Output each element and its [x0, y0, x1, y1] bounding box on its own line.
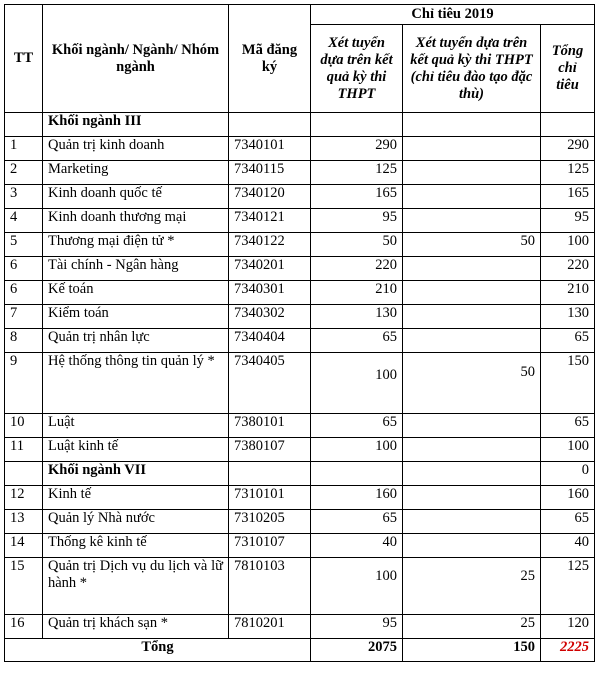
row-tt: 6: [5, 257, 43, 281]
row-code: 7340302: [229, 305, 311, 329]
row-thpt: 220: [311, 257, 403, 281]
row-special: [403, 534, 541, 558]
table-row: [5, 486, 595, 510]
row-tt: 5: [5, 233, 43, 257]
total-label: Tổng: [5, 639, 311, 662]
row-code: 7810201: [229, 615, 311, 639]
group-name: Khối ngành VII: [43, 462, 229, 486]
row-thpt: 100: [311, 558, 403, 615]
row-total: 125: [541, 558, 595, 615]
row-name: Kinh doanh thương mại: [43, 209, 229, 233]
row-total: 125: [541, 161, 595, 185]
row-special: [403, 281, 541, 305]
row-name: Kiểm toán: [43, 305, 229, 329]
row-tt: 9: [5, 353, 43, 414]
row-thpt: 95: [311, 615, 403, 639]
table-row: [5, 185, 595, 209]
row-special: [403, 329, 541, 353]
row-thpt: 50: [311, 233, 403, 257]
row-name: Quản trị Dịch vụ du lịch và lữ hành *: [43, 558, 229, 615]
row-special: 25: [403, 615, 541, 639]
table-row: [5, 305, 595, 329]
row-code: 7340121: [229, 209, 311, 233]
group-row: [5, 462, 595, 486]
table-row: [5, 615, 595, 639]
row-total: 130: [541, 305, 595, 329]
row-code: 7340115: [229, 161, 311, 185]
row-code: 7340405: [229, 353, 311, 414]
row-thpt: 165: [311, 185, 403, 209]
row-tt: 13: [5, 510, 43, 534]
row-special: 50: [403, 233, 541, 257]
row-name: Marketing: [43, 161, 229, 185]
row-tt: 16: [5, 615, 43, 639]
header-thpt-special: Xét tuyển dựa trên kết quả kỳ thi THPT (chỉ tiêu đào tạo đặc thù): [403, 25, 541, 113]
row-name: Hệ thống thông tin quản lý *: [43, 353, 229, 414]
row-special: [403, 161, 541, 185]
row-code: 7340404: [229, 329, 311, 353]
row-total: 150: [541, 353, 595, 414]
group-row: [5, 113, 595, 137]
row-total: 220: [541, 257, 595, 281]
row-code: 7310101: [229, 486, 311, 510]
row-total: 160: [541, 486, 595, 510]
row-tt: 7: [5, 305, 43, 329]
row-name: Thương mại điện tử *: [43, 233, 229, 257]
row-name: Tài chính - Ngân hàng: [43, 257, 229, 281]
row-total: 210: [541, 281, 595, 305]
row-tt: 2: [5, 161, 43, 185]
row-total: 95: [541, 209, 595, 233]
row-thpt: 290: [311, 137, 403, 161]
row-code: 7310205: [229, 510, 311, 534]
table-row: [5, 257, 595, 281]
row-tt: 6: [5, 281, 43, 305]
row-special: [403, 510, 541, 534]
row-thpt: 65: [311, 414, 403, 438]
row-special: [403, 185, 541, 209]
table-row: [5, 353, 595, 414]
row-thpt: 100: [311, 353, 403, 414]
row-tt: 10: [5, 414, 43, 438]
row-special: [403, 438, 541, 462]
row-special: 25: [403, 558, 541, 615]
row-name: Kinh tế: [43, 486, 229, 510]
header-tt: TT: [5, 5, 43, 113]
row-total: 65: [541, 329, 595, 353]
group-name: Khối ngành III: [43, 113, 229, 137]
header-code: Mã đăng ký: [229, 5, 311, 113]
total-special: 150: [403, 639, 541, 662]
row-thpt: 40: [311, 534, 403, 558]
row-code: 7340120: [229, 185, 311, 209]
row-name: Thống kê kinh tế: [43, 534, 229, 558]
header-quota-group: Chỉ tiêu 2019: [311, 5, 595, 25]
header-major: Khối ngành/ Ngành/ Nhóm ngành: [43, 5, 229, 113]
table-row: [5, 209, 595, 233]
row-code: 7310107: [229, 534, 311, 558]
row-special: [403, 486, 541, 510]
table-row: [5, 329, 595, 353]
row-code: 7340122: [229, 233, 311, 257]
row-total: 120: [541, 615, 595, 639]
row-total: 100: [541, 233, 595, 257]
row-code: 7810103: [229, 558, 311, 615]
row-thpt: 65: [311, 510, 403, 534]
row-name: Quản trị khách sạn *: [43, 615, 229, 639]
quota-table: [4, 4, 595, 662]
table-row: [5, 161, 595, 185]
group-total: 0: [541, 462, 595, 486]
table-row: [5, 281, 595, 305]
row-special: [403, 209, 541, 233]
total-row: [5, 639, 595, 662]
header-thpt: Xét tuyển dựa trên kết quả kỳ thi THPT: [311, 25, 403, 113]
row-thpt: 160: [311, 486, 403, 510]
row-name: Kế toán: [43, 281, 229, 305]
row-thpt: 95: [311, 209, 403, 233]
row-name: Quản trị kinh doanh: [43, 137, 229, 161]
table-row: [5, 558, 595, 615]
row-thpt: 210: [311, 281, 403, 305]
row-special: 50: [403, 353, 541, 414]
grand-total: 2225: [541, 639, 595, 662]
row-tt: 14: [5, 534, 43, 558]
row-code: 7380107: [229, 438, 311, 462]
row-tt: 4: [5, 209, 43, 233]
table-row: [5, 414, 595, 438]
row-name: Quản trị nhân lực: [43, 329, 229, 353]
table-row: [5, 137, 595, 161]
row-thpt: 100: [311, 438, 403, 462]
row-tt: 3: [5, 185, 43, 209]
row-tt: 15: [5, 558, 43, 615]
row-thpt: 130: [311, 305, 403, 329]
row-code: 7340201: [229, 257, 311, 281]
row-total: 100: [541, 438, 595, 462]
row-special: [403, 414, 541, 438]
row-tt: 11: [5, 438, 43, 462]
table-row: [5, 534, 595, 558]
table-row: [5, 438, 595, 462]
table-row: [5, 510, 595, 534]
row-total: 165: [541, 185, 595, 209]
header-total: Tổng chỉ tiêu: [541, 25, 595, 113]
row-special: [403, 257, 541, 281]
row-code: 7340101: [229, 137, 311, 161]
row-thpt: 125: [311, 161, 403, 185]
row-total: 40: [541, 534, 595, 558]
row-name: Kinh doanh quốc tế: [43, 185, 229, 209]
row-tt: 1: [5, 137, 43, 161]
row-special: [403, 305, 541, 329]
row-name: Luật kinh tế: [43, 438, 229, 462]
row-tt: 12: [5, 486, 43, 510]
row-thpt: 65: [311, 329, 403, 353]
row-code: 7380101: [229, 414, 311, 438]
row-total: 65: [541, 510, 595, 534]
row-total: 290: [541, 137, 595, 161]
row-name: Quản lý Nhà nước: [43, 510, 229, 534]
table-row: [5, 233, 595, 257]
row-total: 65: [541, 414, 595, 438]
row-name: Luật: [43, 414, 229, 438]
row-tt: 8: [5, 329, 43, 353]
row-code: 7340301: [229, 281, 311, 305]
row-special: [403, 137, 541, 161]
total-thpt: 2075: [311, 639, 403, 662]
